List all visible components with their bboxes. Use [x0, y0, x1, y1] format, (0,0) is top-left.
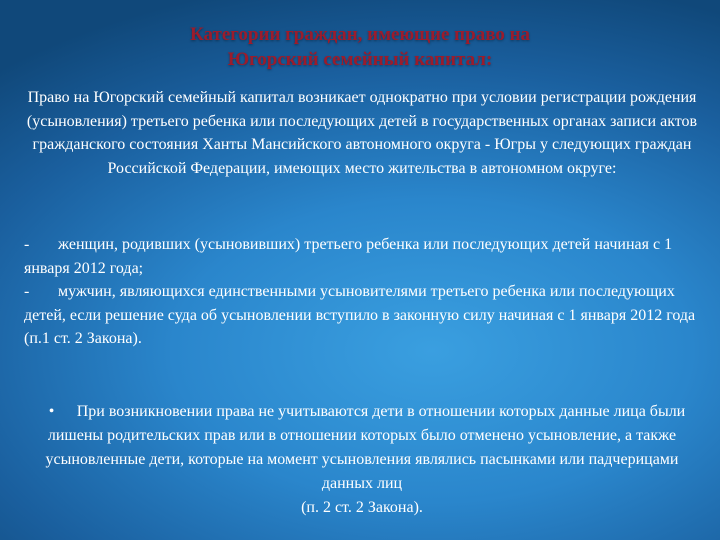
exclusion-reference: (п. 2 ст. 2 Закона). — [301, 499, 423, 516]
conditions-list — [24, 233, 700, 351]
dash-marker: - — [24, 283, 30, 300]
slide-title — [0, 22, 720, 72]
exclusion-note — [24, 400, 700, 520]
intro-paragraph: Право на Югорский семейный капитал возникает однократно при условии регистрации рождения (усыновления) третьего ребенка или последующих детей в государственных органах записи актов гражданского состояния Ханты Мансийского автономного округа - Югры у следующих граждан Российской Федерации, имеющих место жительства в автономном округе: — [26, 89, 698, 177]
list-item-text: мужчин, являющихся единственными усыновителями третьего ребенка или последующих детей, если решение суда об усыновлении вступило в законную силу начиная с 1 января 2012 года (п.1 ст. 2 Закона). — [24, 283, 696, 347]
bullet-icon: • — [48, 403, 55, 420]
exclusion-text: При возникновении права не учитываются дети в отношении которых данные лица были лишены родительских прав или в отношении которых было отменено усыновление, а также усыновленные дети, которые на момент усыновления являлись пасынками или падчерицами данных лиц — [45, 403, 686, 492]
title-line-2: Югорский семейный капитал: — [227, 49, 493, 70]
list-item-men — [24, 280, 700, 351]
title-line-1: Категории граждан, имеющие право на — [189, 24, 531, 45]
list-item-text: женщин, родивших (усыновивших) третьего ребенка или последующих детей начиная с 1 января 2012 года; — [24, 236, 673, 277]
list-item-women — [24, 233, 700, 280]
dash-marker: - — [24, 236, 30, 253]
